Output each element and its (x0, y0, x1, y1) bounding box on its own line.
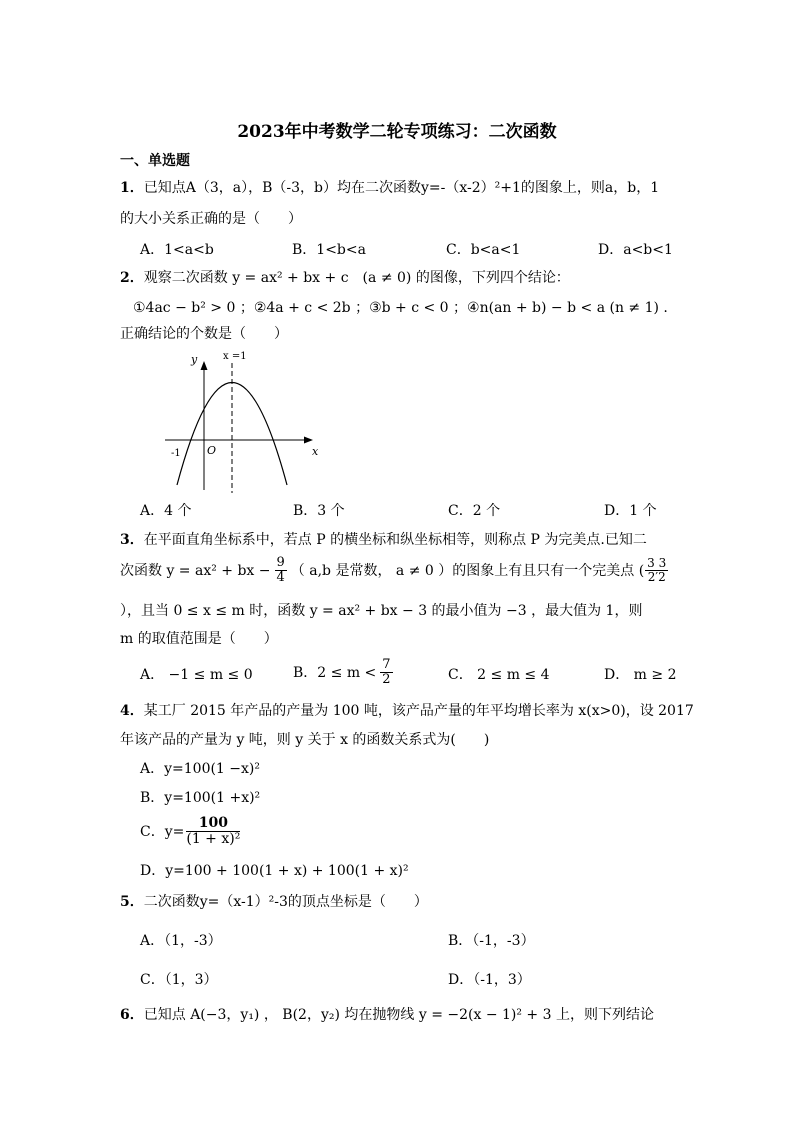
fraction-denominator: (1 + x)² (186, 830, 241, 847)
question-4-option-a[interactable]: A．y=100(1 −x)² (140, 761, 260, 777)
question-6-text: 已知点 A(−3，y₁) ， B(2，y₂) 均在抛物线 y = −2(x − 1)² + 3 上，则下列结论 (143, 1007, 654, 1023)
question-3-function-text: 次函数 y = ax² + bx − (120, 563, 271, 579)
y-axis-label: y (191, 353, 198, 366)
origin-label: O (207, 444, 217, 457)
question-4-stem-line-1 (120, 700, 694, 720)
question-3-condition-text: （ a,b 是常数， a ≠ 0 ）的图象上有且只有一个完美点 ( (290, 563, 645, 579)
question-2-option-d[interactable]: D．1 个 (604, 503, 657, 519)
perfect-point-fraction (645, 557, 668, 583)
symmetry-line-label: x =1 (223, 351, 247, 362)
question-3-number: 3． (120, 532, 144, 548)
question-3-stem-line-4: m 的取值范围是（ ） (120, 631, 278, 647)
question-6-number: 6． (120, 1007, 144, 1023)
question-2-text: 观察二次函数 y = ax² + bx + c (a ≠ 0) 的图像，下列四个结论： (143, 270, 570, 286)
question-1-number: 1． (120, 180, 144, 196)
question-1-stem-line-2: 的大小关系正确的是（ ） (120, 211, 302, 227)
fraction-denominator: 2 (382, 671, 391, 687)
question-2-number: 2． (120, 270, 144, 286)
fraction-numerator: 7 (382, 656, 391, 672)
x-axis-arrow (304, 437, 313, 444)
fraction-numerator: 3 3 (647, 555, 667, 570)
question-6-stem-line-1 (120, 1004, 654, 1024)
fraction-seven-halves (380, 658, 392, 686)
question-5-option-d[interactable]: D．（-1，3） (448, 972, 531, 988)
question-3-option-b[interactable] (293, 654, 393, 690)
question-3-stem-line-2 (120, 552, 668, 588)
question-1-stem-line-1 (120, 177, 659, 197)
question-5-stem-line-1 (120, 891, 428, 911)
question-3-option-a[interactable]: A． −1 ≤ m ≤ 0 (140, 667, 253, 683)
question-2-conclusions: ①4ac − b² > 0 ；②4a + c < 2b ；③b + c < 0 ；④n(an + b) − b < a (n ≠ 1) . (133, 300, 668, 316)
section-heading-single-choice: 一、单选题 (120, 153, 190, 169)
fraction-numerator: 9 (276, 554, 285, 570)
question-3-text: 在平面直角坐标系中，若点 P 的横坐标和纵坐标相等，则称点 P 为完美点.已知二 (143, 532, 647, 548)
question-3-option-c[interactable]: C． 2 ≤ m ≤ 4 (448, 667, 550, 683)
y-axis-arrow (201, 361, 208, 370)
fraction-100-over-1-plus-x-squared (186, 816, 240, 846)
question-5-number: 5． (120, 894, 144, 910)
question-5-text: 二次函数y=（x-1）²-3的顶点坐标是（ ） (143, 894, 428, 910)
question-4-text: 某工厂 2015 年产品的产量为 100 吨，该产品产量的年平均增长率为 x(x>0)，设 2017 (143, 703, 694, 719)
question-4-option-d[interactable]: D．y=100 + 100(1 + x) + 100(1 + x)² (140, 863, 409, 879)
question-3-stem-line-3: ），且当 0 ≤ x ≤ m 时，函数 y = ax² + bx − 3 的最小值为 −3 ，最大值为 1，则 (120, 603, 643, 619)
fraction-nine-quarters (275, 556, 287, 584)
question-1-option-d[interactable]: D．a<b<1 (598, 242, 673, 258)
question-3-option-d[interactable]: D． m ≥ 2 (604, 667, 677, 683)
question-1-option-c[interactable]: C．b<a<1 (446, 242, 521, 258)
question-2-option-b[interactable]: B．3 个 (293, 503, 345, 519)
question-4-stem-line-2: 年该产品的产量为 y 吨，则 y 关于 x 的函数关系式为( ) (120, 732, 490, 748)
page-title: 2023年中考数学二轮专项练习：二次函数 (237, 122, 557, 142)
question-1-text: 已知点A（3，a），B（-3，b）均在二次函数y=-（x-2）²+1的图象上，则a，b，1 (143, 180, 660, 196)
fraction-numerator: 100 (186, 816, 240, 832)
tick-neg1-label: -1 (171, 448, 181, 459)
question-5-option-b[interactable]: B．（-1，-3） (448, 933, 535, 949)
parabola-graph (155, 345, 325, 495)
fraction-denominator: 2′2 (647, 569, 666, 584)
option-b-text: B．2 ≤ m < (293, 665, 377, 681)
question-5-option-a[interactable]: A．（1，-3） (140, 933, 222, 949)
fraction-denominator: 4 (276, 569, 285, 585)
question-2-stem-line-1 (120, 267, 570, 287)
question-2-stem-line-3: 正确结论的个数是（ ） (120, 326, 288, 342)
question-2-option-c[interactable]: C．2 个 (448, 503, 501, 519)
question-4-option-c[interactable] (140, 810, 240, 852)
question-2-option-a[interactable]: A．4 个 (140, 503, 192, 519)
question-4-option-b[interactable]: B．y=100(1 +x)² (140, 790, 261, 806)
question-4-number: 4． (120, 703, 144, 719)
question-3-stem-line-1 (120, 529, 647, 549)
question-5-option-c[interactable]: C．（1，3） (140, 972, 218, 988)
question-1-option-a[interactable]: A．1<a<b (140, 242, 214, 258)
question-1-option-b[interactable]: B．1<b<a (292, 242, 366, 258)
x-axis-label: x (312, 445, 319, 458)
option-c-text: C．y= (140, 824, 185, 840)
